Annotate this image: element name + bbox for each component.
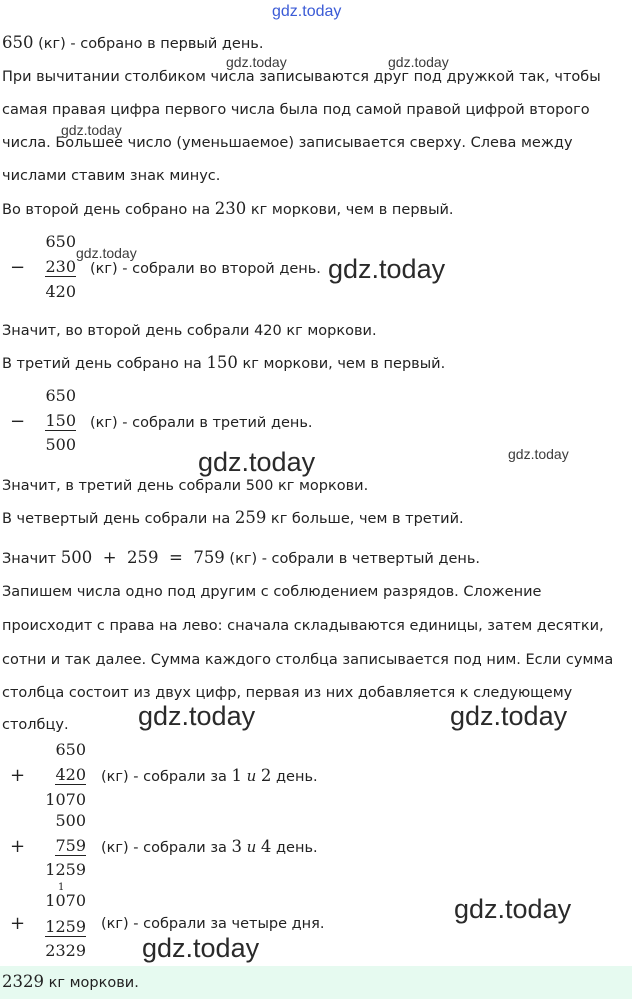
minus-sign: − [10,411,26,432]
text-line-10 [2,508,464,529]
calc-3-note [101,767,318,786]
calc-3-note-a: (кг) - собрали за [101,769,232,785]
text-line-9: Значит, в третий день собрали 500 кг моркови. [2,478,369,494]
calc-5-result: 2329 [45,941,86,960]
calc-4-note [101,838,318,857]
calc-1-note: (кг) - собрали во второй день. [90,261,321,277]
calc-3-conj: и [246,767,257,785]
number-2329: 2329 [2,972,44,991]
text-line-10-b: кг больше, чем в третий. [266,511,464,527]
text-line-2: При вычитании столбиком числа записываются друг под дружкой так, чтобы [2,69,601,85]
watermark: gdz.today [61,122,122,138]
calc-4-n1: 3 [231,837,243,856]
calc-5-top: 1070 [45,891,86,910]
calc-3-n1: 1 [231,766,243,785]
number-650: 650 [2,33,34,52]
calc-1-result: 420 [45,282,76,301]
calc-4-mid: 759 [55,836,86,855]
text-line-16: столбцу. [2,717,69,733]
calc-1-mid: 230 [45,257,76,276]
carry-digit: 1 [58,882,65,893]
text-line-6-a: Во второй день собрано на [2,202,215,218]
watermark: gdz.today [454,894,572,924]
calc-3-top: 650 [55,740,86,759]
calc-2-mid: 150 [45,411,76,430]
calc-3-result: 1070 [45,790,86,809]
text-line-8 [2,353,445,374]
calc-4-note-a: (кг) - собрали за [101,840,232,856]
final-answer-text: кг моркови. [44,975,139,991]
text-line-8-b: кг моркови, чем в первый. [237,356,446,372]
watermark: gdz.today [508,446,569,462]
calc-4-n2: 4 [260,837,272,856]
text-line-10-a: В четвертый день собрали на [2,511,235,527]
text-line-11 [2,548,480,569]
watermark: gdz.today [450,701,568,731]
text-line-6 [2,199,454,220]
text-line-11-b: (кг) - собрали в четвертый день. [224,551,481,567]
text-line-7: Значит, во второй день собрали 420 кг моркови. [2,323,377,339]
watermark: gdz.today [198,447,316,477]
plus-sign: + [10,836,26,857]
number-259: 259 [234,508,267,527]
text-line-8-a: В третий день собрано на [2,356,207,372]
text-line-15: столбца состоит из двух цифр, первая из них добавляется к следующему [2,685,573,701]
calc-2-note: (кг) - собрали в третий день. [90,415,313,431]
text-line-14: сотни и так далее. Сумма каждого столбца записывается под ним. Если сумма [2,652,614,668]
minus-sign: − [10,257,26,278]
text-line-11-a: Значит [2,551,61,567]
text-line-4: числа. Большее число (уменьшаемое) записывается сверху. Слева между [2,135,573,151]
number-150: 150 [206,353,238,372]
watermark-top: gdz.today [272,3,342,20]
calc-3-n2: 2 [260,766,272,785]
calc-4-result: 1259 [45,860,86,879]
text-line-5: числами ставим знак минус. [2,168,221,184]
final-answer [2,972,139,993]
calc-4-note-b: день. [271,840,318,856]
sum-expression: 500 + 259 = 759 [60,548,225,567]
text-line-1-rest: (кг) - собрано в первый день. [33,36,264,52]
calc-2-result: 500 [45,435,76,454]
watermark: gdz.today [388,54,449,70]
calc-3-mid: 420 [55,765,86,784]
text-line-6-b: кг моркови, чем в первый. [246,202,454,218]
text-line-13: происходит с права на лево: сначала складываются единицы, затем десятки, [2,618,604,634]
calc-3-note-b: день. [271,769,318,785]
number-230: 230 [214,199,247,218]
plus-sign: + [10,765,26,786]
text-line-3: самая правая цифра первого числа была под самой правой цифрой второго [2,102,590,118]
calc-4-conj: и [246,838,257,856]
watermark: gdz.today [328,254,446,284]
text-line-12: Запишем числа одно под другим с соблюдением разрядов. Сложение [2,584,542,600]
plus-sign: + [10,913,26,934]
calc-4-top: 500 [55,811,86,830]
calc-5-note: (кг) - собрали за четыре дня. [101,916,325,932]
text-line-1 [2,33,263,54]
watermark: gdz.today [76,245,137,261]
watermark: gdz.today [226,54,287,70]
calc-2-top: 650 [45,386,76,405]
calc-5-mid: 1259 [45,917,86,936]
watermark: gdz.today [138,701,256,731]
calc-1-top: 650 [45,232,76,251]
watermark: gdz.today [142,933,260,963]
